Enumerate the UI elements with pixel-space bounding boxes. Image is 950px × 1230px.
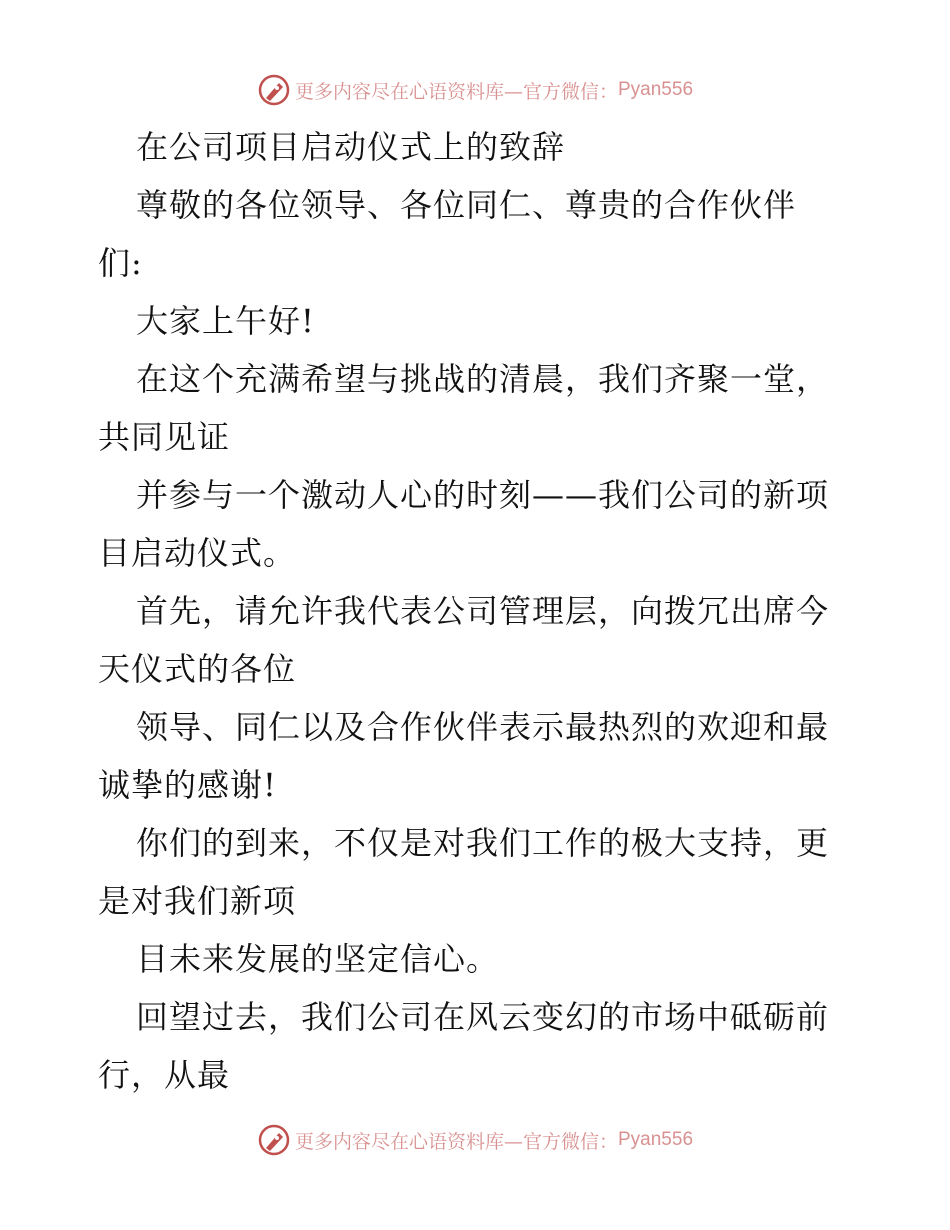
footer-watermark bbox=[0, 1120, 950, 1160]
text-line: 目启动仪式。 bbox=[98, 534, 297, 572]
text-line: 是对我们新项 bbox=[98, 882, 297, 920]
pen-nib-icon bbox=[257, 1123, 291, 1157]
watermark-wechat: Pyan556 bbox=[618, 1129, 694, 1150]
watermark-wechat: Pyan556 bbox=[618, 79, 694, 100]
text-line: 诚挚的感谢! bbox=[98, 766, 277, 804]
text-line: 在这个充满希望与挑战的清晨，我们齐聚一堂， bbox=[136, 360, 830, 398]
watermark-text: 更多内容尽在心语资料库—官方微信： bbox=[294, 80, 618, 103]
text-line: 首先，请允许我代表公司管理层，向拨冗出席今 bbox=[136, 592, 830, 630]
header-watermark bbox=[0, 70, 950, 110]
document-body bbox=[98, 118, 858, 1104]
text-line: 们: bbox=[98, 244, 143, 282]
pen-nib-icon bbox=[257, 73, 291, 107]
text-line: 天仪式的各位 bbox=[98, 650, 297, 688]
watermark-text: 更多内容尽在心语资料库—官方微信： bbox=[294, 1130, 618, 1153]
text-line: 回望过去，我们公司在风云变幻的市场中砥砺前 bbox=[136, 998, 830, 1036]
text-line: 并参与一个激动人心的时刻——我们公司的新项 bbox=[136, 476, 830, 514]
text-line: 尊敬的各位领导、各位同仁、尊贵的合作伙伴 bbox=[136, 186, 797, 224]
text-line: 目未来发展的坚定信心。 bbox=[136, 940, 500, 978]
text-line: 共同见证 bbox=[98, 418, 231, 456]
text-line: 在公司项目启动仪式上的致辞 bbox=[136, 128, 566, 166]
text-line: 行，从最 bbox=[98, 1056, 231, 1094]
text-line: 你们的到来，不仅是对我们工作的极大支持，更 bbox=[136, 824, 830, 862]
text-line: 大家上午好! bbox=[136, 302, 315, 340]
text-line: 领导、同仁以及合作伙伴表示最热烈的欢迎和最 bbox=[136, 708, 830, 746]
